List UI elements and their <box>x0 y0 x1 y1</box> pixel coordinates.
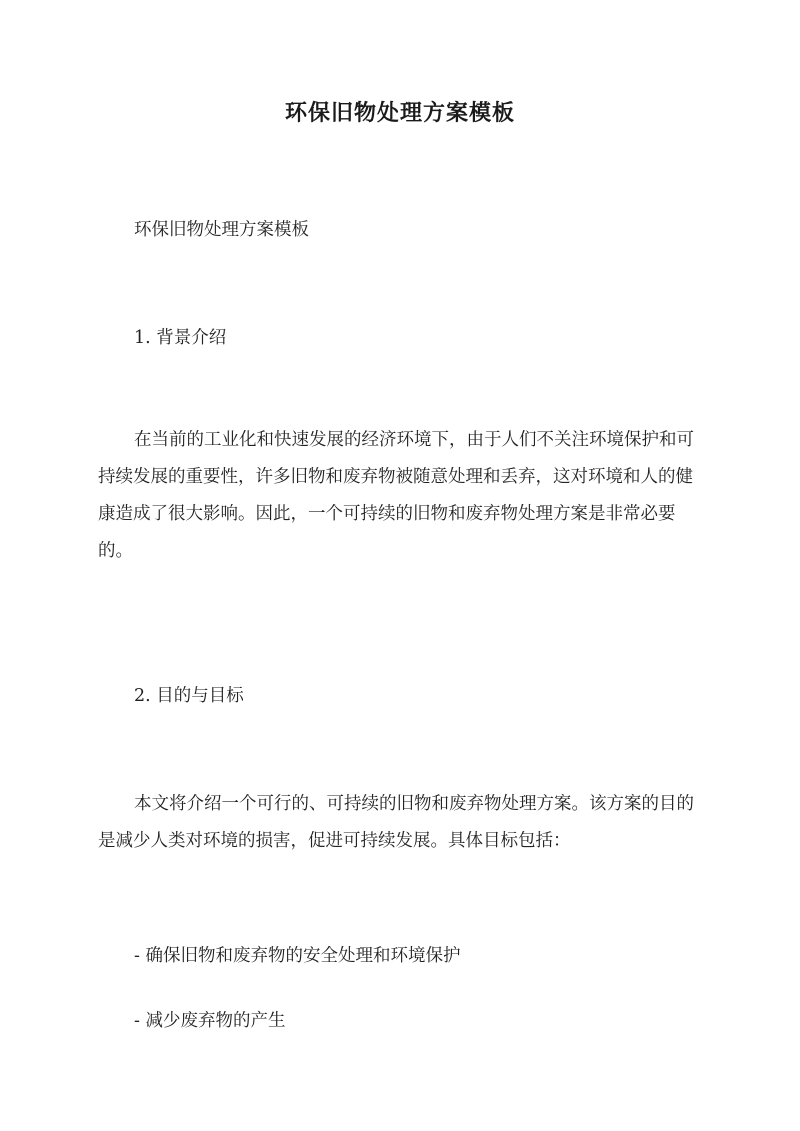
goal-item-1: - 确保旧物和废弃物的安全处理和环境保护 <box>134 946 461 966</box>
section-1-heading: 1. 背景介绍 <box>134 328 227 348</box>
section-1-paragraph: 在当前的工业化和快速发展的经济环境下，由于人们不关注环境保护和可持续发展的重要性，许多旧物和废弃物被随意处理和丢弃，这对环境和人的健康造成了很大影响。因此，一个可持续的旧物和废弃物处理方案是非常必要的。 <box>98 430 694 561</box>
section-2-paragraph: 本文将介绍一个可行的、可持续的旧物和废弃物处理方案。该方案的目的是减少人类对环境的损害，促进可持续发展。具体目标包括： <box>98 794 694 851</box>
goal-item-2: - 减少废弃物的产生 <box>134 1011 286 1031</box>
section-2-heading: 2. 目的与目标 <box>134 686 244 706</box>
document-subtitle: 环保旧物处理方案模板 <box>134 220 309 240</box>
document-title: 环保旧物处理方案模板 <box>284 100 515 126</box>
